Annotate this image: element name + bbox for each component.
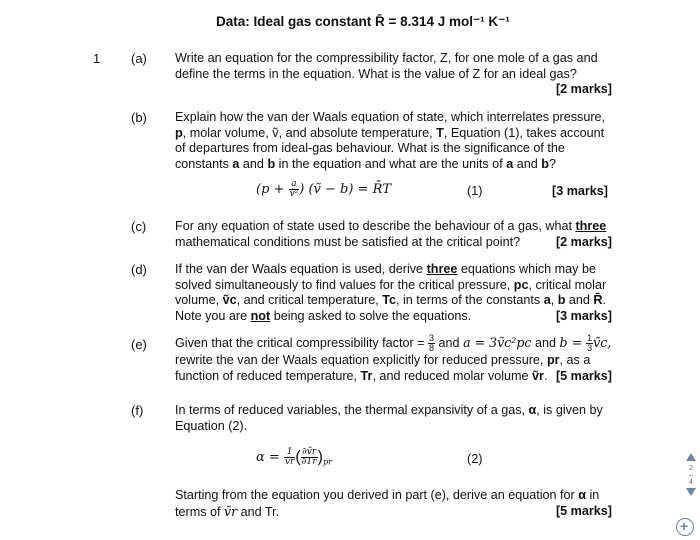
part-b-line-2: p, molar volume, ṽ, and absolute temperature, T, Equation (1), takes account bbox=[175, 125, 605, 140]
part-d-line-1: If the van der Waals equation is used, derive three equations which may be bbox=[175, 262, 596, 276]
part-f-line-2: Equation (2). bbox=[175, 418, 248, 433]
part-d-label: (d) bbox=[131, 262, 147, 277]
part-a-text bbox=[175, 51, 612, 97]
part-d-line-2: solved simultaneously to find values for the critical pressure, pc, critical molar bbox=[175, 277, 607, 292]
part-a-marks: [2 marks] bbox=[555, 82, 612, 96]
equation-2-number: (2) bbox=[467, 452, 483, 466]
part-a-label: (a) bbox=[131, 51, 147, 66]
part-e-label: (e) bbox=[131, 337, 147, 352]
equation-2: α = $\frac{1}{\text{ṽr}}$ ( $\frac{\text{∂ṽr}}{\partial Tr}$ )$_{pr}$ bbox=[256, 447, 332, 467]
scroll-up-icon[interactable] bbox=[686, 453, 696, 461]
equation-1-number: (1) bbox=[467, 184, 483, 198]
part-f-line-4: terms of ṽr and Tr. [5 marks] bbox=[175, 503, 612, 519]
equation-1: (p + $\frac{a}{\text{ṽ²}}$ ) (ṽ − b) = R̄T bbox=[256, 179, 392, 199]
part-d-marks: [3 marks] bbox=[555, 308, 612, 323]
part-f-label: (f) bbox=[131, 403, 144, 418]
part-e-line-3: function of reduced temperature, Tr, and reduced molar volume ṽr. [5 marks] bbox=[175, 368, 612, 383]
part-d-line-4: Note you are not being asked to solve the equations. [3 marks] bbox=[175, 308, 612, 323]
page-title: Data: Ideal gas constant R̄ = 8.314 J mol⁻¹ K⁻¹ bbox=[216, 14, 510, 29]
page-scroller[interactable] bbox=[682, 448, 698, 518]
part-b-marks: [3 marks] bbox=[552, 184, 609, 198]
part-e-line-1: Given that the critical compressibility factor = $\frac{3}{8}$ and a = 3ṽc²pc and b = $\frac{1}{3}$ ṽc, bbox=[175, 333, 612, 353]
part-f-line-3: Starting from the equation you derived in part (e), derive an equation for α in bbox=[175, 488, 600, 502]
zoom-in-button[interactable] bbox=[676, 518, 694, 536]
part-b-text bbox=[175, 110, 612, 172]
part-c-label: (c) bbox=[131, 219, 147, 234]
part-b-line-3: of departures from ideal-gas behaviour. What is the significance of the bbox=[175, 141, 565, 155]
part-e-line-2: rewrite the van der Waals equation explicitly for reduced pressure, pr, as a bbox=[175, 353, 591, 367]
part-b-label: (b) bbox=[131, 110, 147, 125]
part-f-text bbox=[175, 403, 612, 434]
part-c-text bbox=[175, 219, 612, 250]
part-f-marks: [5 marks] bbox=[555, 503, 612, 518]
question-number: 1 bbox=[93, 51, 101, 66]
page-indicator: 2 – 4 bbox=[689, 465, 693, 486]
part-a-line-1: Write an equation for the compressibility factor, Z, for one mole of a gas and bbox=[175, 51, 598, 65]
part-f-line-1: In terms of reduced variables, the thermal expansivity of a gas, α, is given by bbox=[175, 403, 603, 417]
part-e-marks: [5 marks] bbox=[555, 368, 612, 383]
zoom-plus-icon: + bbox=[680, 518, 689, 534]
part-e-text bbox=[175, 334, 612, 384]
part-c-marks: [2 marks] bbox=[555, 234, 612, 249]
part-d-line-3: volume, ṽc, and critical temperature, Tc, in terms of the constants a, b and R̄. bbox=[175, 293, 607, 307]
part-c-line-2: mathematical conditions must be satisfied at the critical point? [2 marks] bbox=[175, 234, 612, 249]
part-c-line-1: For any equation of state used to describe the behaviour of a gas, what three bbox=[175, 219, 607, 233]
part-a-line-2: define the terms in the equation. What is the value of Z for an ideal gas? bbox=[175, 66, 577, 81]
part-f-text-2 bbox=[175, 488, 612, 520]
scroll-down-icon[interactable] bbox=[686, 488, 696, 496]
part-b-line-1: Explain how the van der Waals equation of state, which interrelates pressure, bbox=[175, 110, 606, 124]
part-d-text bbox=[175, 262, 612, 324]
part-b-line-4: constants a and b in the equation and what are the units of a and b? bbox=[175, 156, 556, 171]
